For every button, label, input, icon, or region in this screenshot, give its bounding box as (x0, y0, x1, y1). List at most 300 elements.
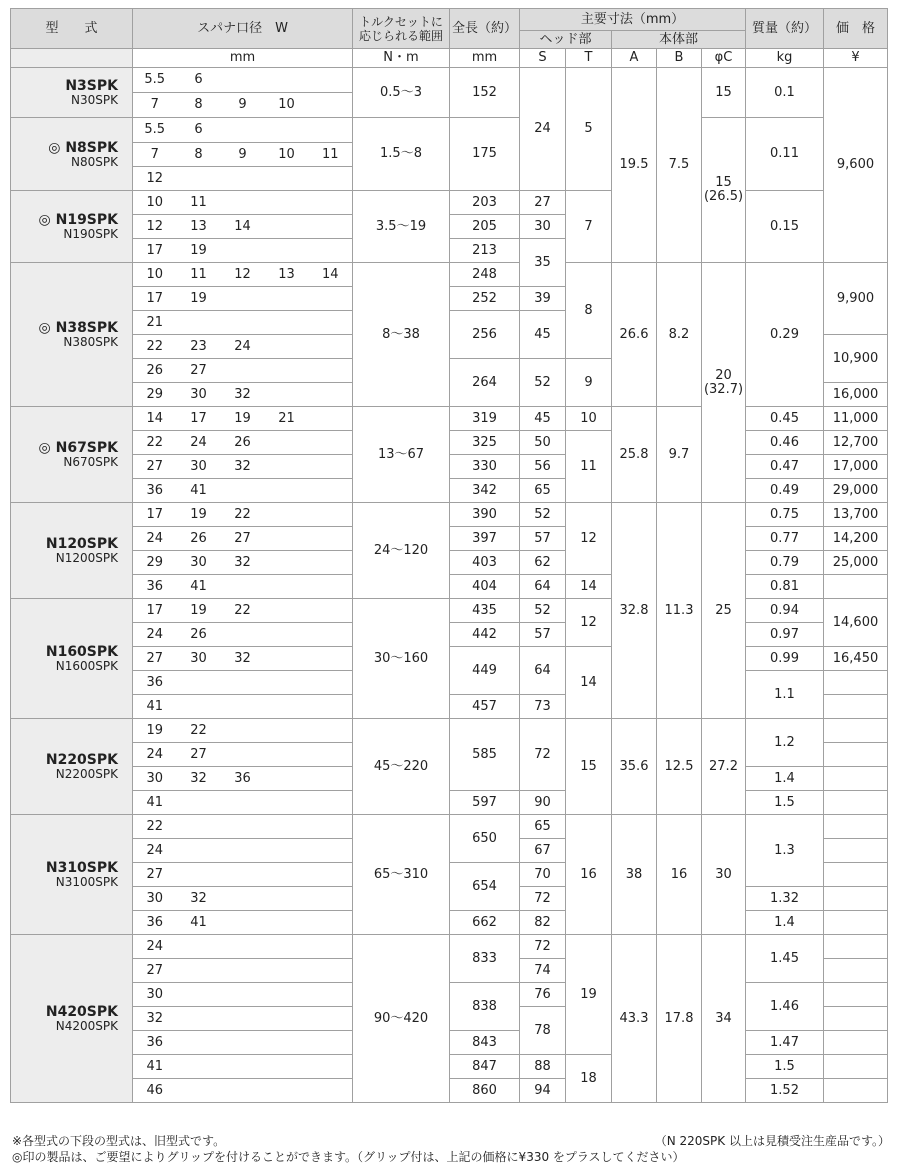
unit-mass: kg (746, 49, 824, 68)
wrench-size-cell: 7 (133, 143, 177, 167)
wrench-size-cell: 19 (133, 719, 177, 743)
dim-B-cell: 16 (657, 815, 702, 935)
model-cell (11, 118, 133, 191)
length-cell: 330 (450, 455, 520, 479)
wrench-size-cell (265, 815, 309, 839)
dim-C-value: 15 (715, 175, 732, 190)
dim-B-cell: 9.7 (657, 407, 702, 503)
wrench-size-cell (309, 239, 353, 263)
unit-T: T (566, 49, 612, 68)
torque-range-cell: 0.5～3 (353, 68, 450, 118)
wrench-size-cell: 26 (177, 527, 221, 551)
model-cell (11, 719, 133, 815)
old-model-name: N380SPK (63, 335, 118, 349)
model-name: N310SPK (45, 860, 118, 876)
dim-S-cell: 72 (520, 887, 566, 911)
mass-cell: 1.3 (746, 815, 824, 887)
wrench-size-cell: 19 (177, 287, 221, 311)
model-cell (11, 407, 133, 503)
wrench-size-cell: 27 (133, 647, 177, 671)
wrench-size-cell: 27 (133, 455, 177, 479)
model-cell (11, 68, 133, 118)
wrench-size-cell (265, 68, 309, 93)
model-cell (11, 599, 133, 719)
wrench-size-cell: 14 (309, 263, 353, 287)
length-cell: 397 (450, 527, 520, 551)
wrench-size-cell (265, 863, 309, 887)
price-cell: 29,000 (824, 479, 888, 503)
length-cell: 442 (450, 623, 520, 647)
length-cell: 403 (450, 551, 520, 575)
wrench-size-cell: 32 (221, 647, 265, 671)
length-cell: 435 (450, 599, 520, 623)
wrench-size-cell (221, 287, 265, 311)
dim-C-cell: 27.2 (702, 719, 746, 815)
wrench-size-cell: 30 (133, 767, 177, 791)
wrench-size-cell: 41 (177, 575, 221, 599)
length-cell: 248 (450, 263, 520, 287)
model-name: N160SPK (45, 644, 118, 660)
price-cell: 11,000 (824, 407, 888, 431)
price-cell: 12,700 (824, 431, 888, 455)
dim-T-cell: 7 (566, 191, 612, 263)
wrench-size-cell: 30 (133, 887, 177, 911)
dim-S-cell: 57 (520, 527, 566, 551)
wrench-size-cell (265, 1031, 309, 1055)
wrench-size-cell (309, 311, 353, 335)
unit-A: A (612, 49, 657, 68)
header-main-dims: 主要寸法（mm） (520, 9, 746, 31)
price-cell: 9,900 (824, 263, 888, 335)
price-cell (824, 1079, 888, 1103)
model-name: ◎ N67SPK (38, 440, 118, 456)
header-length: 全長（約） (450, 9, 520, 49)
table-row (11, 503, 888, 527)
wrench-size-cell (265, 791, 309, 815)
torque-range-cell: 24～120 (353, 503, 450, 599)
wrench-size-cell (265, 335, 309, 359)
wrench-size-cell (309, 1031, 353, 1055)
wrench-size-cell (309, 93, 353, 118)
old-model-name: N1600SPK (55, 659, 118, 673)
wrench-size-cell (221, 791, 265, 815)
dim-S-cell: 24 (520, 68, 566, 191)
wrench-size-cell: 27 (177, 359, 221, 383)
wrench-size-cell (309, 911, 353, 935)
table-row (11, 647, 888, 671)
mass-cell: 0.47 (746, 455, 824, 479)
wrench-size-cell (177, 815, 221, 839)
dim-T-cell: 10 (566, 407, 612, 431)
wrench-size-cell (177, 935, 221, 959)
wrench-size-cell (309, 935, 353, 959)
wrench-size-cell: 41 (177, 911, 221, 935)
mass-cell: 0.75 (746, 503, 824, 527)
dim-S-cell: 39 (520, 287, 566, 311)
dim-S-cell: 52 (520, 359, 566, 407)
mass-cell: 0.11 (746, 118, 824, 191)
torque-range-cell: 30～160 (353, 599, 450, 719)
wrench-size-cell (265, 191, 309, 215)
wrench-size-cell (309, 839, 353, 863)
wrench-size-cell: 41 (133, 695, 177, 719)
wrench-size-cell: 32 (177, 767, 221, 791)
wrench-size-cell: 10 (265, 143, 309, 167)
wrench-size-cell: 19 (177, 239, 221, 263)
wrench-size-cell (221, 359, 265, 383)
table-row (11, 1055, 888, 1079)
length-cell: 860 (450, 1079, 520, 1103)
wrench-size-cell (265, 383, 309, 407)
wrench-size-cell (265, 599, 309, 623)
wrench-size-cell (221, 239, 265, 263)
wrench-size-cell: 32 (133, 1007, 177, 1031)
dim-T-cell: 18 (566, 1055, 612, 1103)
wrench-size-cell (265, 767, 309, 791)
wrench-size-cell: 6 (177, 118, 221, 143)
dim-A-cell: 35.6 (612, 719, 657, 815)
dim-S-cell: 72 (520, 935, 566, 959)
table-row (11, 911, 888, 935)
mass-cell: 0.81 (746, 575, 824, 599)
unit-price: ¥ (824, 49, 888, 68)
footnote-old-model: ※各型式の下段の型式は、旧型式です。 (12, 1134, 226, 1148)
wrench-size-cell: 17 (177, 407, 221, 431)
length-cell: 650 (450, 815, 520, 863)
wrench-size-cell (309, 431, 353, 455)
table-row (11, 191, 888, 215)
model-name: ◎ N38SPK (38, 320, 118, 336)
mass-cell: 0.45 (746, 407, 824, 431)
wrench-size-cell (309, 695, 353, 719)
table-row (11, 983, 888, 1007)
dim-T-cell: 19 (566, 935, 612, 1055)
dim-S-cell: 56 (520, 455, 566, 479)
price-cell (824, 743, 888, 767)
wrench-size-cell (265, 887, 309, 911)
dim-S-cell: 45 (520, 407, 566, 431)
wrench-size-cell: 9 (221, 143, 265, 167)
wrench-size-cell: 30 (177, 551, 221, 575)
wrench-size-cell (177, 1055, 221, 1079)
wrench-size-cell (221, 118, 265, 143)
wrench-size-cell: 32 (177, 887, 221, 911)
header-model: 型 式 (11, 9, 133, 49)
wrench-size-cell: 11 (309, 143, 353, 167)
unit-length: mm (450, 49, 520, 68)
model-name: N420SPK (45, 1004, 118, 1020)
wrench-size-cell (309, 479, 353, 503)
wrench-size-cell (221, 935, 265, 959)
wrench-size-cell (177, 791, 221, 815)
wrench-size-cell: 10 (133, 263, 177, 287)
wrench-size-cell (309, 815, 353, 839)
dim-S-cell: 94 (520, 1079, 566, 1103)
table-row (11, 1079, 888, 1103)
wrench-size-cell: 30 (177, 647, 221, 671)
wrench-size-cell: 27 (133, 863, 177, 887)
wrench-size-cell (309, 503, 353, 527)
wrench-size-cell: 17 (133, 503, 177, 527)
wrench-size-cell: 36 (133, 911, 177, 935)
wrench-size-cell: 19 (221, 407, 265, 431)
length-cell: 264 (450, 359, 520, 407)
length-cell: 662 (450, 911, 520, 935)
wrench-size-cell: 24 (133, 743, 177, 767)
wrench-size-cell: 12 (221, 263, 265, 287)
price-cell (824, 887, 888, 911)
dim-C-value: 20 (715, 367, 732, 383)
wrench-size-cell: 10 (133, 191, 177, 215)
table-row (11, 479, 888, 503)
wrench-size-cell (265, 983, 309, 1007)
wrench-size-cell (177, 311, 221, 335)
wrench-size-cell (309, 1079, 353, 1103)
mass-cell: 1.1 (746, 671, 824, 719)
wrench-size-cell (221, 479, 265, 503)
wrench-size-cell (309, 1007, 353, 1031)
dim-T-cell: 14 (566, 575, 612, 599)
wrench-size-cell (221, 1079, 265, 1103)
dim-S-cell: 90 (520, 791, 566, 815)
wrench-size-cell: 29 (133, 383, 177, 407)
header-wrench-size: スパナ口径 W (133, 9, 353, 49)
wrench-size-cell: 14 (221, 215, 265, 239)
wrench-size-cell (265, 118, 309, 143)
dim-S-cell: 35 (520, 239, 566, 287)
mass-cell: 1.45 (746, 935, 824, 983)
wrench-size-cell (309, 167, 353, 191)
footnotes (12, 1133, 890, 1165)
price-cell (824, 695, 888, 719)
table-row (11, 575, 888, 599)
model-cell (11, 815, 133, 935)
wrench-size-cell: 22 (133, 431, 177, 455)
table-row (11, 815, 888, 839)
wrench-size-cell (221, 719, 265, 743)
header-price: 価 格 (824, 9, 888, 49)
table-row (11, 263, 888, 287)
wrench-size-cell (309, 887, 353, 911)
wrench-size-cell: 24 (133, 839, 177, 863)
unit-B: B (657, 49, 702, 68)
wrench-size-cell: 8 (177, 93, 221, 118)
wrench-size-cell: 12 (133, 215, 177, 239)
torque-range-cell: 3.5～19 (353, 191, 450, 263)
dim-S-cell: 64 (520, 647, 566, 695)
wrench-size-cell: 13 (177, 215, 221, 239)
wrench-size-cell (221, 68, 265, 93)
wrench-size-cell (221, 311, 265, 335)
mass-cell: 0.77 (746, 527, 824, 551)
wrench-size-cell: 17 (133, 287, 177, 311)
wrench-size-cell (177, 1031, 221, 1055)
price-cell: 9,600 (824, 68, 888, 263)
wrench-size-cell (177, 959, 221, 983)
table-row (11, 719, 888, 743)
wrench-size-cell (309, 191, 353, 215)
wrench-size-cell (309, 791, 353, 815)
dim-B-cell: 7.5 (657, 68, 702, 263)
price-cell (824, 959, 888, 983)
wrench-size-cell (309, 647, 353, 671)
torque-range-cell: 8～38 (353, 263, 450, 407)
wrench-size-cell (221, 863, 265, 887)
wrench-size-cell (309, 215, 353, 239)
wrench-size-cell: 24 (133, 623, 177, 647)
wrench-size-cell (265, 671, 309, 695)
dim-S-cell: 67 (520, 839, 566, 863)
length-cell: 256 (450, 311, 520, 359)
dim-T-cell: 5 (566, 68, 612, 191)
wrench-size-cell: 36 (133, 479, 177, 503)
dim-C-cell (702, 118, 746, 263)
footnote-made-to-order: （N 220SPK 以上は見積受注生産品です。） (654, 1134, 890, 1148)
wrench-size-cell: 24 (133, 935, 177, 959)
mass-cell: 1.4 (746, 911, 824, 935)
mass-cell: 1.52 (746, 1079, 824, 1103)
dim-S-cell: 82 (520, 911, 566, 935)
wrench-size-cell: 9 (221, 93, 265, 118)
header-torque-range (353, 9, 450, 49)
wrench-size-cell (309, 1055, 353, 1079)
old-model-name: N4200SPK (55, 1019, 118, 1033)
dim-A-cell: 19.5 (612, 68, 657, 263)
price-cell (824, 911, 888, 935)
wrench-size-cell: 11 (177, 191, 221, 215)
dim-A-cell: 26.6 (612, 263, 657, 407)
model-cell (11, 503, 133, 599)
table-row (11, 599, 888, 623)
length-cell: 252 (450, 287, 520, 311)
length-cell: 449 (450, 647, 520, 695)
wrench-size-cell: 36 (221, 767, 265, 791)
dim-B-cell: 11.3 (657, 503, 702, 719)
wrench-size-cell (265, 1007, 309, 1031)
length-cell: 325 (450, 431, 520, 455)
dim-S-cell: 70 (520, 863, 566, 887)
length-cell: 203 (450, 191, 520, 215)
wrench-size-cell: 10 (265, 93, 309, 118)
wrench-size-cell: 26 (177, 623, 221, 647)
table-row (11, 407, 888, 431)
old-model-name: N2200SPK (55, 767, 118, 781)
wrench-size-cell (221, 959, 265, 983)
table-row (11, 527, 888, 551)
mass-cell: 1.4 (746, 767, 824, 791)
wrench-size-cell: 22 (177, 719, 221, 743)
wrench-size-cell: 11 (177, 263, 221, 287)
dim-S-cell: 52 (520, 599, 566, 623)
wrench-size-cell: 36 (133, 1031, 177, 1055)
table-row (11, 935, 888, 959)
price-cell: 25,000 (824, 551, 888, 575)
old-model-name: N670SPK (63, 455, 118, 469)
wrench-size-cell (309, 719, 353, 743)
price-cell (824, 839, 888, 863)
wrench-size-cell (265, 1079, 309, 1103)
length-cell: 585 (450, 719, 520, 791)
wrench-size-cell (265, 527, 309, 551)
price-cell: 14,600 (824, 599, 888, 647)
model-name: N120SPK (45, 536, 118, 552)
dim-A-cell: 38 (612, 815, 657, 935)
wrench-size-cell: 26 (133, 359, 177, 383)
wrench-size-cell (177, 695, 221, 719)
dim-B-cell: 12.5 (657, 719, 702, 815)
wrench-size-cell (221, 839, 265, 863)
wrench-size-cell (309, 407, 353, 431)
wrench-size-cell: 19 (177, 599, 221, 623)
length-cell: 597 (450, 791, 520, 815)
wrench-size-cell (177, 671, 221, 695)
spec-table (10, 8, 888, 1103)
wrench-size-cell: 22 (221, 503, 265, 527)
wrench-size-cell (309, 455, 353, 479)
unit-S: S (520, 49, 566, 68)
dim-A-cell: 32.8 (612, 503, 657, 719)
torque-range-cell: 1.5～8 (353, 118, 450, 191)
dim-A-cell: 25.8 (612, 407, 657, 503)
dim-T-cell: 14 (566, 647, 612, 719)
dim-T-cell: 16 (566, 815, 612, 935)
wrench-size-cell: 27 (133, 959, 177, 983)
mass-cell: 1.47 (746, 1031, 824, 1055)
wrench-size-cell (309, 671, 353, 695)
length-cell: 838 (450, 983, 520, 1031)
dim-T-cell: 9 (566, 359, 612, 407)
dim-S-cell: 65 (520, 479, 566, 503)
wrench-size-cell (309, 551, 353, 575)
wrench-size-cell: 21 (133, 311, 177, 335)
price-cell: 14,200 (824, 527, 888, 551)
unit-wrench: mm (133, 49, 353, 68)
wrench-size-cell (265, 215, 309, 239)
torque-range-cell: 13～67 (353, 407, 450, 503)
dim-C-cell: 25 (702, 503, 746, 719)
wrench-size-cell: 29 (133, 551, 177, 575)
wrench-size-cell (177, 983, 221, 1007)
dim-B-cell: 8.2 (657, 263, 702, 407)
unit-model-blank (11, 49, 133, 68)
wrench-size-cell (221, 1055, 265, 1079)
wrench-size-cell: 30 (177, 455, 221, 479)
model-name: N220SPK (45, 752, 118, 768)
wrench-size-cell (309, 959, 353, 983)
wrench-size-cell: 13 (265, 263, 309, 287)
dim-S-cell: 57 (520, 623, 566, 647)
dim-S-cell: 62 (520, 551, 566, 575)
table-row (11, 623, 888, 647)
price-cell (824, 1007, 888, 1031)
wrench-size-cell (265, 455, 309, 479)
length-cell: 843 (450, 1031, 520, 1055)
wrench-size-cell (177, 863, 221, 887)
price-cell: 16,000 (824, 383, 888, 407)
dim-C-cell: 30 (702, 815, 746, 935)
old-model-name: N190SPK (63, 227, 118, 241)
wrench-size-cell (309, 599, 353, 623)
wrench-size-cell: 36 (133, 671, 177, 695)
mass-cell: 0.29 (746, 263, 824, 407)
wrench-size-cell (221, 743, 265, 767)
wrench-size-cell: 12 (133, 167, 177, 191)
price-cell (824, 767, 888, 791)
mass-cell: 0.94 (746, 599, 824, 623)
model-name: N3SPK (65, 78, 118, 94)
length-cell: 390 (450, 503, 520, 527)
wrench-size-cell: 14 (133, 407, 177, 431)
